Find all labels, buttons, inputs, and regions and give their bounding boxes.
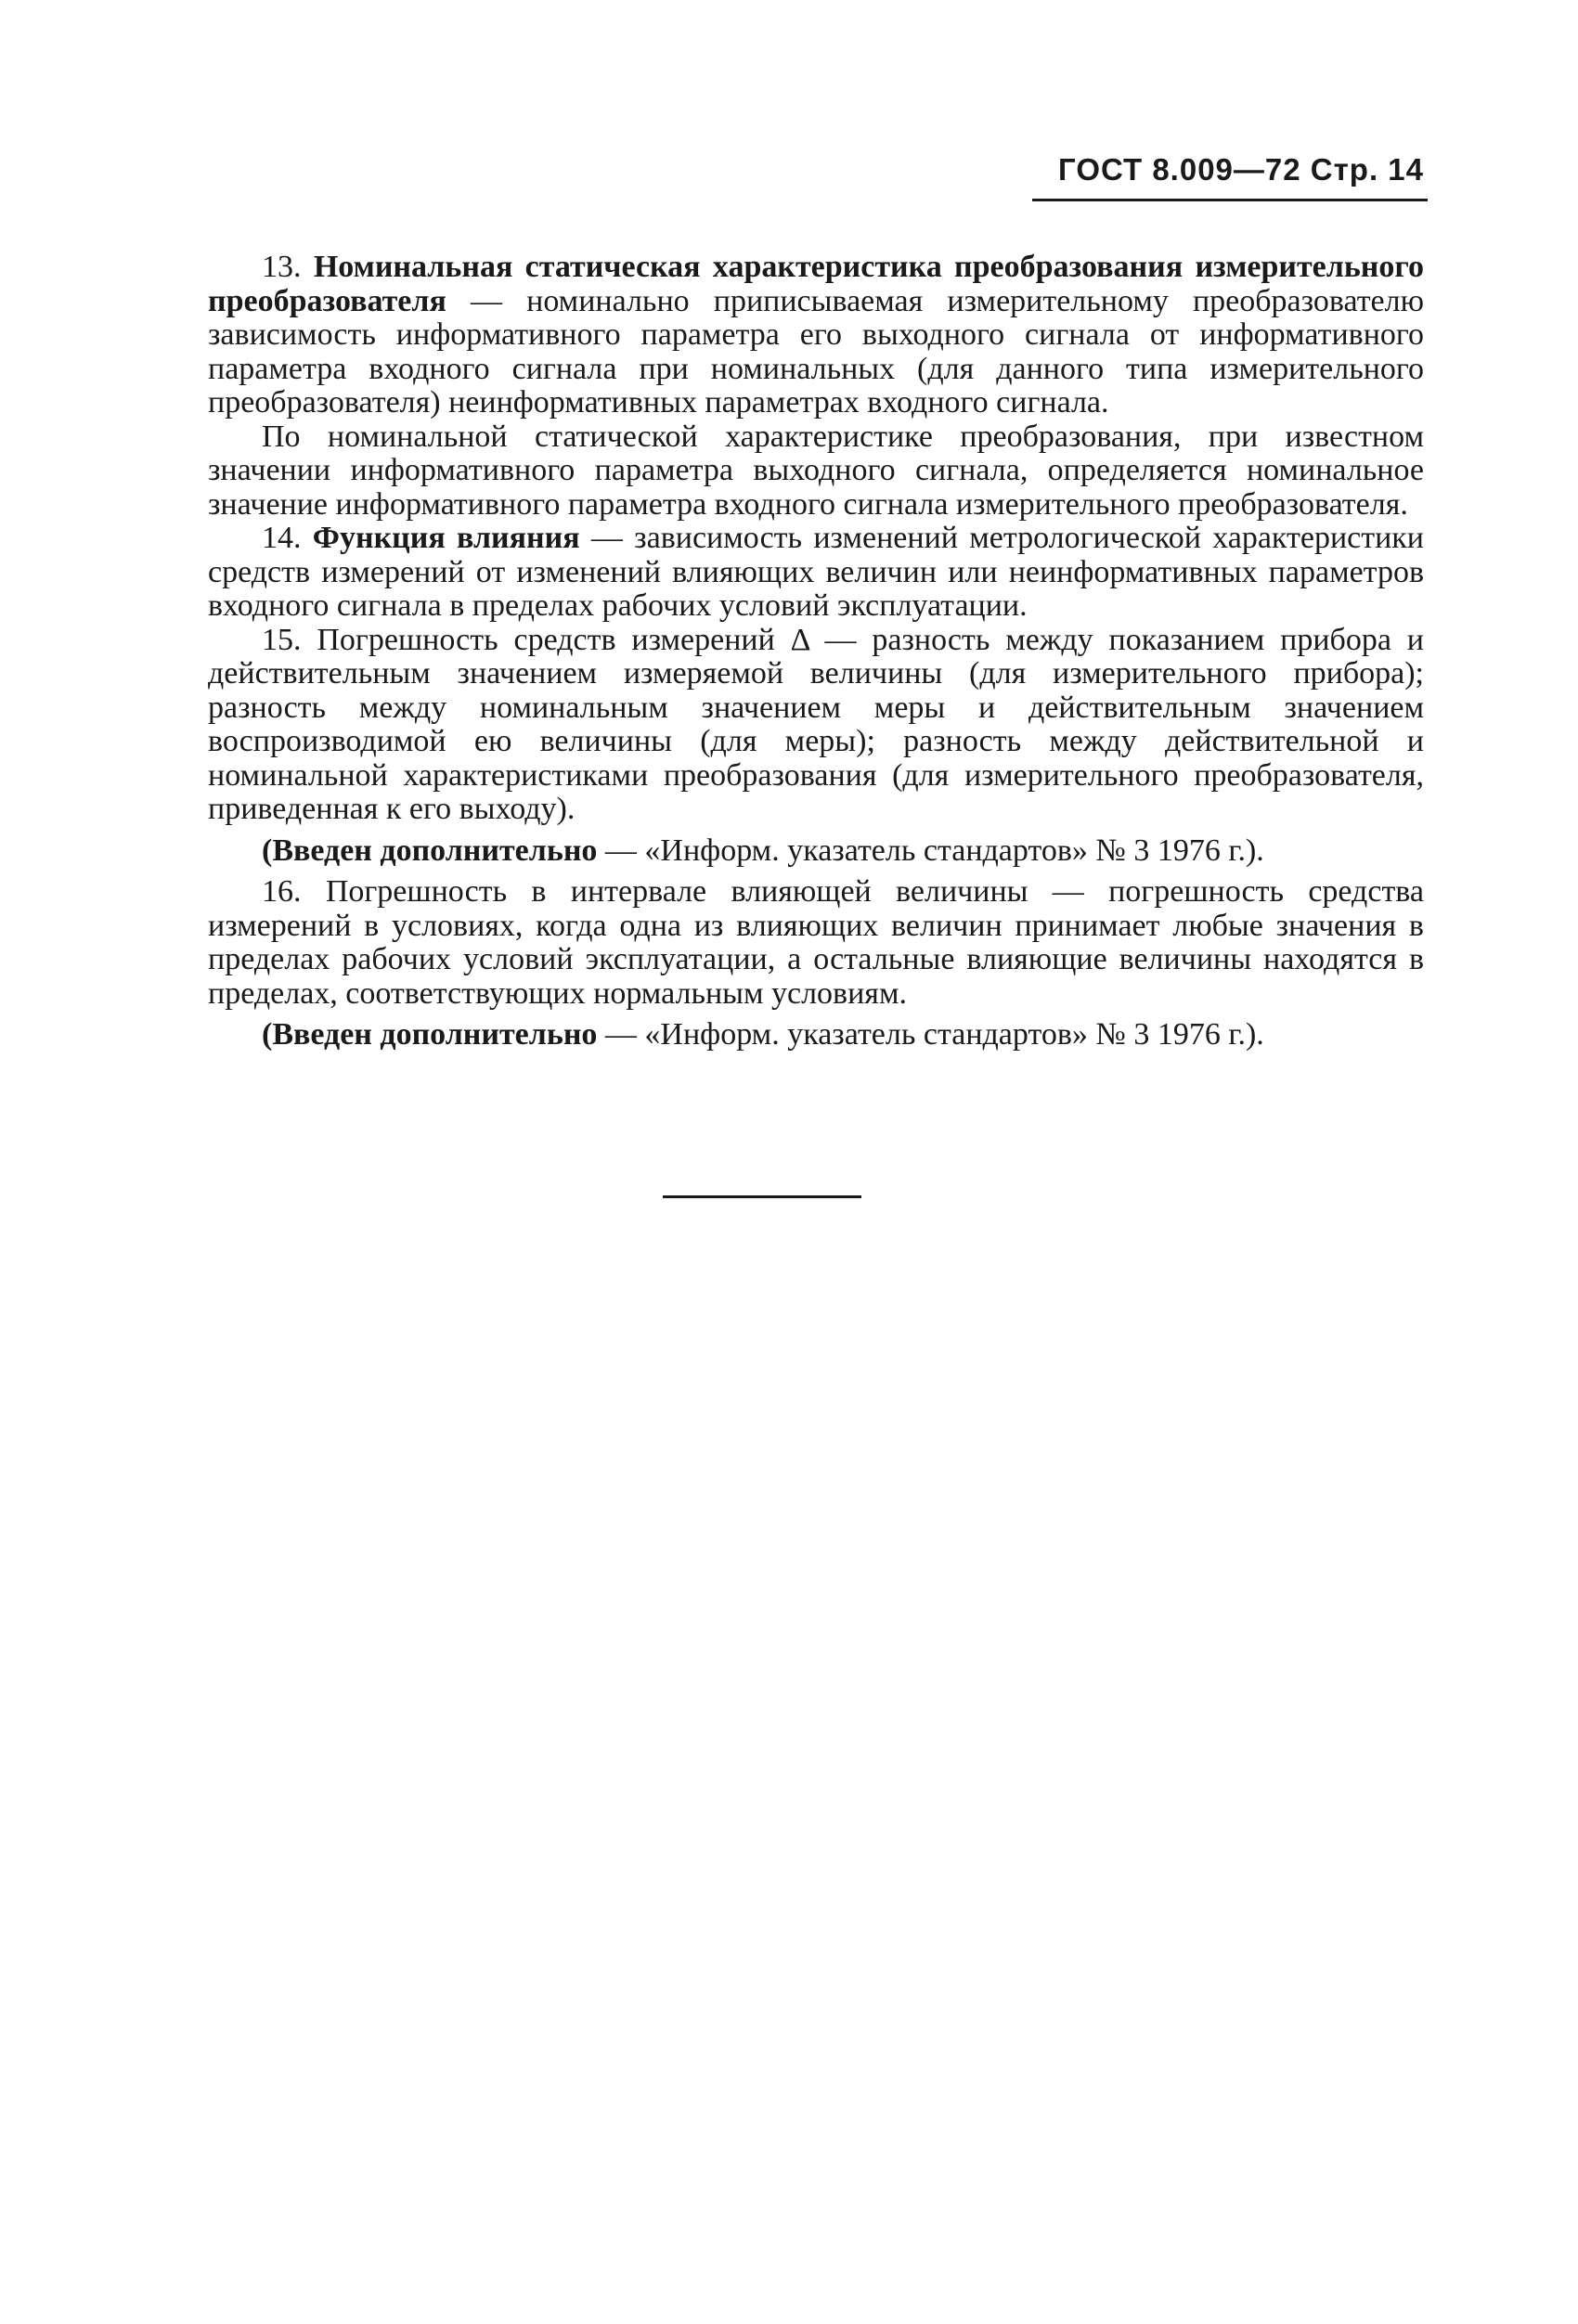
definition-text: номинально приписываемая измерительному преобразователю зависимость информативного параметра его выходного сигнала от информативного параметра входного сигнала при номинальных (для данного типа измерительного преобразователя) неинформативных параметрах входного сигнала. — [208, 283, 1425, 420]
paragraph-15 — [208, 624, 1424, 827]
document-body — [208, 251, 1424, 1060]
item-number: 15. — [262, 622, 302, 657]
note-text: — «Информ. указатель стандартов» № 3 1976 г.). — [597, 1017, 1264, 1052]
header-rule — [1032, 199, 1428, 201]
note-text: — «Информ. указатель стандартов» № 3 1976 г.). — [597, 833, 1264, 868]
end-rule — [663, 1195, 861, 1198]
definition-text: Погрешность средств измерений Δ — разность между показанием прибора и действительным значением измеряемой величины (для измерительного прибора); разность между номинальным значением меры и действительным значением воспроизводимой ею величины (для меры); разность между действительной и номинальной характеристиками преобразования (для измерительного преобразователя, приведенная к его выходу). — [208, 622, 1424, 826]
paragraph-14 — [208, 522, 1424, 624]
amendment-note — [208, 1018, 1424, 1052]
item-number: 13. — [262, 250, 302, 284]
note-open-paren: ( — [262, 833, 273, 868]
paragraph-13 — [208, 251, 1424, 420]
note-label: Введен дополнительно — [272, 1017, 598, 1052]
term-dash: — — [446, 283, 527, 318]
term-heading: Номинальная статическая характеристика преобразования измерительного преобразователя — [208, 250, 1424, 318]
definition-text: Погрешность в интервале влияющей величины — погрешность средства измерений в условиях, когда одна из влияющих величин принимает любые значения в пределах рабочих условий эксплуатации, а остальные влияющие величины находятся в пределах, соответствующих нормальным условиям. — [208, 874, 1425, 1011]
page-number: Стр. 14 — [1310, 152, 1424, 187]
page-header — [1058, 152, 1424, 187]
term-dash: — — [579, 521, 635, 555]
item-number: 16. — [262, 874, 302, 909]
term-heading: Функция влияния — [312, 521, 580, 555]
item-number: 14. — [262, 521, 302, 555]
standard-number: ГОСТ 8.009—72 — [1058, 152, 1301, 187]
paragraph-16 — [208, 875, 1424, 1011]
explanation-text: По номинальной статической характеристике преобразования, при известном значении информативного параметра выходного сигнала, определяется номинальное значение информативного параметра входного сигнала измерительного преобразователя. — [208, 419, 1424, 522]
paragraph-13-explanation — [208, 420, 1424, 523]
definition-text: зависимость изменений метрологической характеристики средств измерений от изменений влияющих величин или неинформативных параметров входного сигнала в пределах рабочих условий эксплуатации. — [208, 521, 1424, 623]
amendment-note — [208, 834, 1424, 869]
note-open-paren: ( — [262, 1017, 273, 1052]
note-label: Введен дополнительно — [272, 833, 598, 868]
